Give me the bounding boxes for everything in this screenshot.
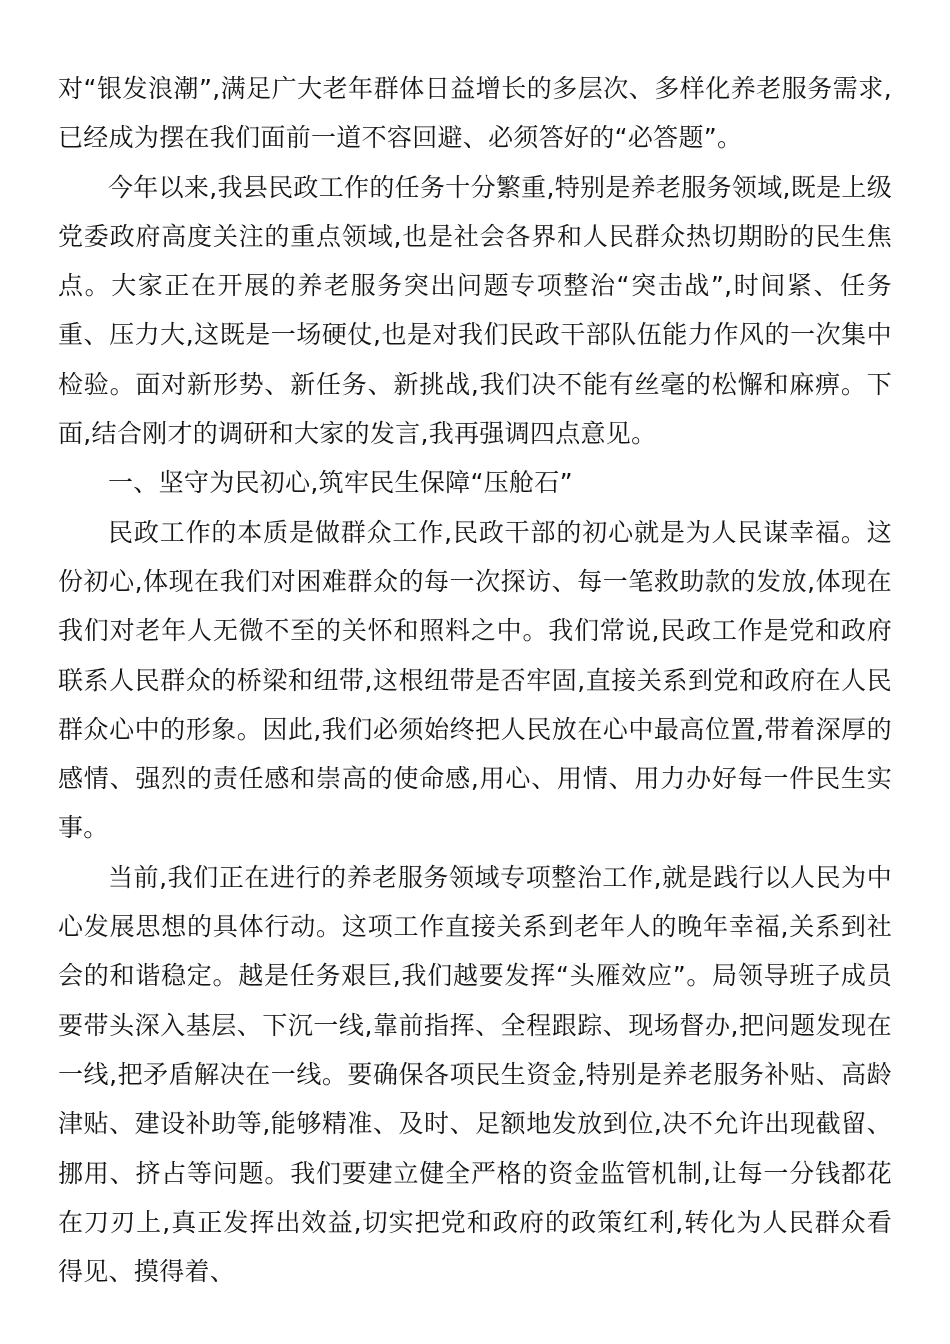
paragraph-continuation: 对“银发浪潮”,满足广大老年群体日益增长的多层次、多样化养老服务需求,已经成为摆在我们面前一道不容回避、必须答好的“必答题”。	[58, 74, 892, 153]
document-page	[58, 64, 892, 1296]
section-heading: 一、坚守为民初心,筑牢民生保障“压舱石”	[108, 468, 573, 498]
paragraph-body: 民政工作的本质是做群众工作,民政干部的初心就是为人民谋幸福。这份初心,体现在我们对困难群众的每一次探访、每一笔救助款的发放,体现在我们对老年人无微不至的关怀和照料之中。我们常说,民政工作是党和政府联系人民群众的桥梁和纽带,这根纽带是否牢固,直接关系到党和政府在人民群众心中的形象。因此,我们必须始终把人民放在心中最高位置,带着深厚的感情、强烈的责任感和崇高的使命感,用心、用情、用力办好每一件民生实事。	[58, 517, 892, 843]
paragraph-body: 当前,我们正在进行的养老服务领域专项整治工作,就是践行以人民为中心发展思想的具体行动。这项工作直接关系到老年人的晚年幸福,关系到社会的和谐稳定。越是任务艰巨,我们越要发挥“头雁效应”。局领导班子成员要带头深入基层、下沉一线,靠前指挥、全程跟踪、现场督办,把问题发现在一线,把矛盾解决在一线。要确保各项民生资金,特别是养老服务补贴、高龄津贴、建设补助等,能够精准、及时、足额地发放到位,决不允许出现截留、挪用、挤占等问题。我们要建立健全严格的资金监管机制,让每一分钱都花在刀刃上,真正发挥出效益,切实把党和政府的政策红利,转化为人民群众看得见、摸得着、	[58, 862, 892, 1287]
paragraph-body: 今年以来,我县民政工作的任务十分繁重,特别是养老服务领域,既是上级党委政府高度关注的重点领域,也是社会各界和人民群众热切期盼的民生焦点。大家正在开展的养老服务突出问题专项整治“突击战”,时间紧、任务重、压力大,这既是一场硬仗,也是对我们民政干部队伍能力作风的一次集中检验。面对新形势、新任务、新挑战,我们决不能有丝毫的松懈和麻痹。下面,结合刚才的调研和大家的发言,我再强调四点意见。	[58, 172, 892, 449]
